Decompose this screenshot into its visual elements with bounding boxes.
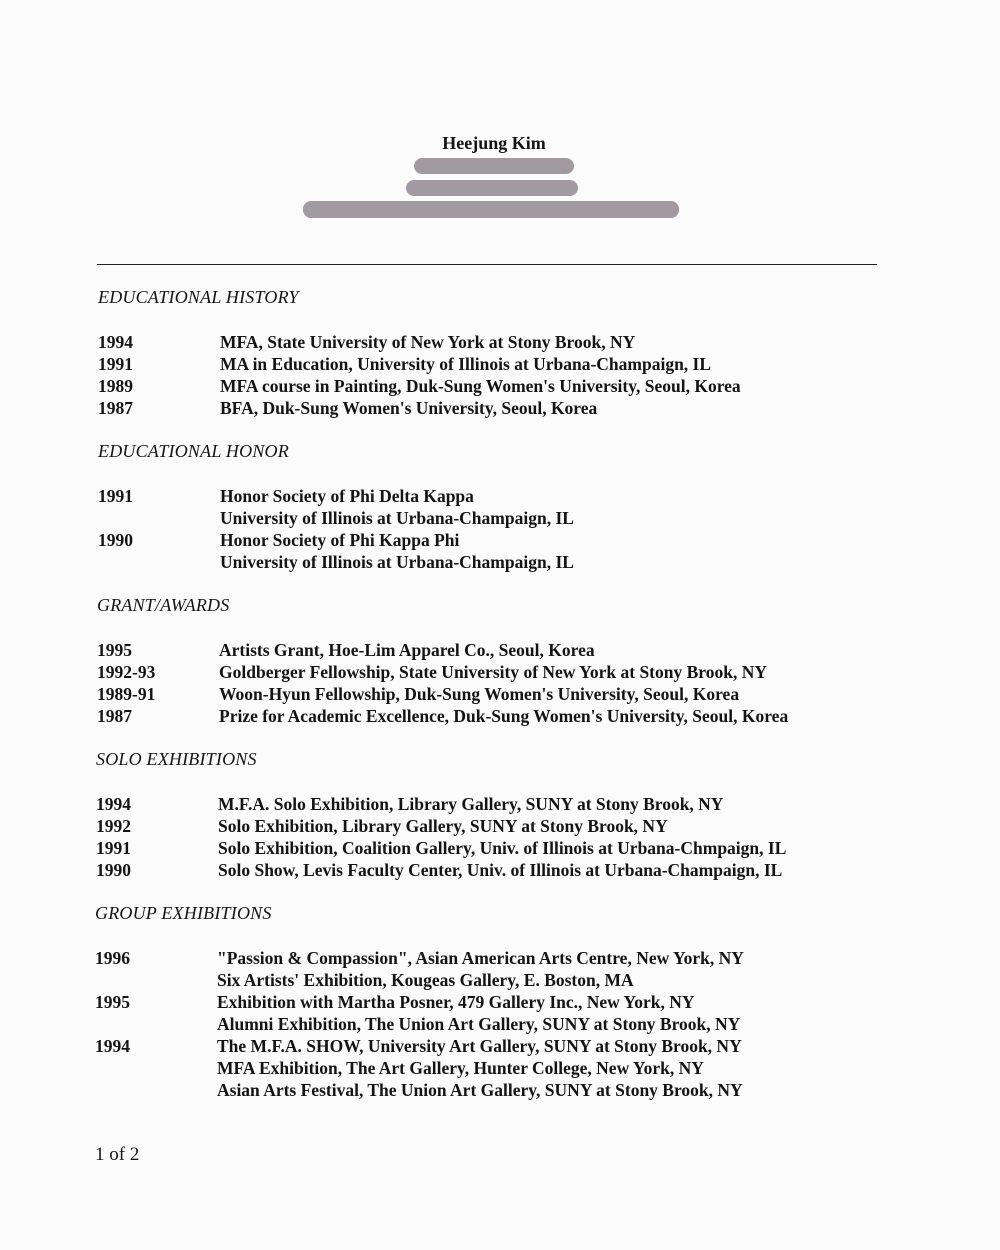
entry-text: Woon-Hyun Fellowship, Duk-Sung Women's University, Seoul, Korea bbox=[219, 684, 740, 704]
entry-text: M.F.A. Solo Exhibition, Library Gallery, SUNY at Stony Brook, NY bbox=[218, 794, 724, 814]
entry-year: 1990 bbox=[96, 860, 131, 880]
entry-text: MFA course in Painting, Duk-Sung Women's University, Seoul, Korea bbox=[220, 376, 741, 396]
section-title-honor: EDUCATIONAL HONOR bbox=[98, 441, 289, 461]
entry-text: BFA, Duk-Sung Women's University, Seoul, Korea bbox=[220, 398, 598, 418]
entry-text: Six Artists' Exhibition, Kougeas Gallery, E. Boston, MA bbox=[217, 970, 634, 990]
entry-text: Goldberger Fellowship, State University of New York at Stony Brook, NY bbox=[219, 662, 767, 682]
entry-text: Asian Arts Festival, The Union Art Gallery, SUNY at Stony Brook, NY bbox=[217, 1080, 743, 1100]
entry-text: Solo Exhibition, Coalition Gallery, Univ. of Illinois at Urbana-Chmpaign, IL bbox=[218, 838, 787, 858]
section-title-group: GROUP EXHIBITIONS bbox=[95, 903, 272, 923]
entry-text: University of Illinois at Urbana-Champaign, IL bbox=[220, 552, 574, 572]
entry-text: Exhibition with Martha Posner, 479 Gallery Inc., New York, NY bbox=[217, 992, 695, 1012]
header-divider bbox=[97, 264, 877, 265]
redacted-contact-line bbox=[303, 201, 679, 218]
entry-year: 1989-91 bbox=[97, 684, 156, 704]
entry-year: 1987 bbox=[98, 398, 133, 418]
entry-text: MFA Exhibition, The Art Gallery, Hunter College, New York, NY bbox=[217, 1058, 704, 1078]
redacted-address-line-2 bbox=[406, 180, 578, 196]
redacted-address-line-1 bbox=[414, 158, 574, 174]
entry-year: 1990 bbox=[98, 530, 133, 550]
entry-year: 1991 bbox=[96, 838, 131, 858]
entry-text: Solo Exhibition, Library Gallery, SUNY at Stony Brook, NY bbox=[218, 816, 668, 836]
entry-text: Prize for Academic Excellence, Duk-Sung Women's University, Seoul, Korea bbox=[219, 706, 789, 726]
entry-year: 1991 bbox=[98, 354, 133, 374]
entry-text: Honor Society of Phi Kappa Phi bbox=[220, 530, 460, 550]
entry-year: 1995 bbox=[97, 640, 132, 660]
section-title-education: EDUCATIONAL HISTORY bbox=[98, 287, 299, 307]
entry-year: 1995 bbox=[95, 992, 130, 1012]
entry-text: Artists Grant, Hoe-Lim Apparel Co., Seoul, Korea bbox=[219, 640, 595, 660]
entry-year: 1996 bbox=[95, 948, 130, 968]
resume-name: Heejung Kim bbox=[442, 133, 546, 153]
entry-text: Honor Society of Phi Delta Kappa bbox=[220, 486, 474, 506]
entry-year: 1994 bbox=[98, 332, 133, 352]
entry-text: MA in Education, University of Illinois at Urbana-Champaign, IL bbox=[220, 354, 712, 374]
section-title-solo: SOLO EXHIBITIONS bbox=[96, 749, 257, 769]
entry-text: Solo Show, Levis Faculty Center, Univ. of Illinois at Urbana-Champaign, IL bbox=[218, 860, 783, 880]
entry-year: 1991 bbox=[98, 486, 133, 506]
entry-text: Alumni Exhibition, The Union Art Gallery, SUNY at Stony Brook, NY bbox=[217, 1014, 741, 1034]
section-title-grants: GRANT/AWARDS bbox=[97, 595, 230, 615]
entry-year: 1992 bbox=[96, 816, 131, 836]
entry-text: The M.F.A. SHOW, University Art Gallery, SUNY at Stony Brook, NY bbox=[217, 1036, 742, 1056]
entry-year: 1987 bbox=[97, 706, 132, 726]
entry-year: 1989 bbox=[98, 376, 133, 396]
entry-year: 1994 bbox=[95, 1036, 130, 1056]
entry-year: 1992-93 bbox=[97, 662, 156, 682]
entry-year: 1994 bbox=[96, 794, 131, 814]
entry-text: University of Illinois at Urbana-Champaign, IL bbox=[220, 508, 574, 528]
page-number: 1 of 2 bbox=[95, 1144, 140, 1165]
entry-text: "Passion & Compassion", Asian American Arts Centre, New York, NY bbox=[217, 948, 744, 968]
entry-text: MFA, State University of New York at Stony Brook, NY bbox=[220, 332, 636, 352]
